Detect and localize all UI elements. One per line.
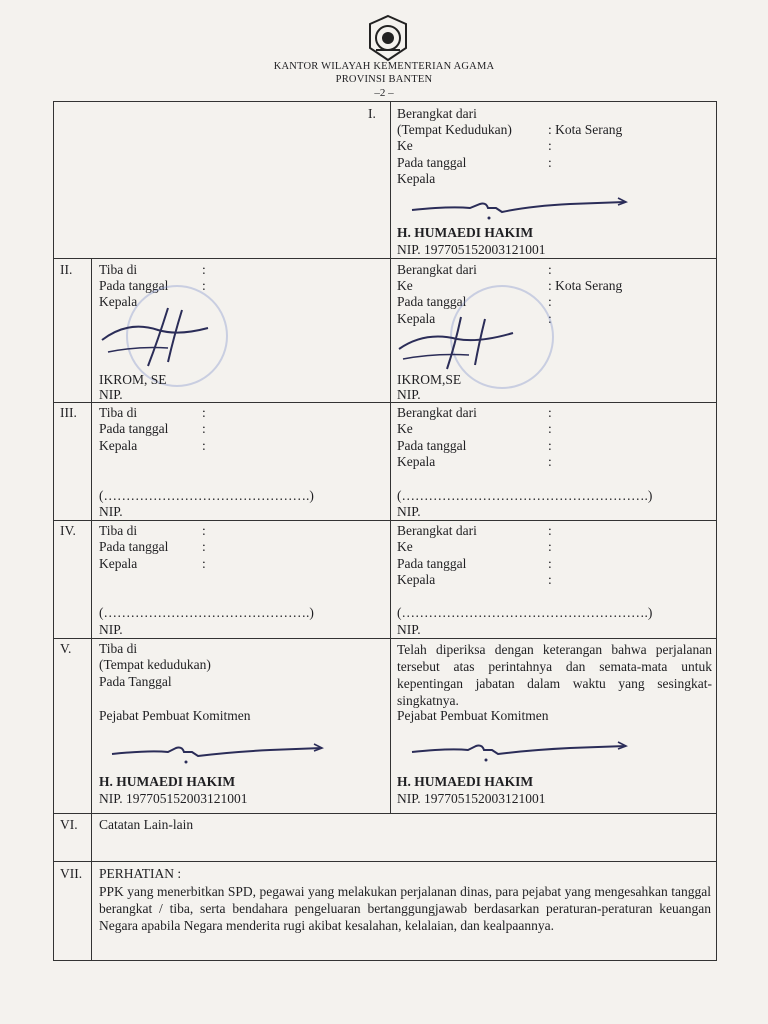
column-divider — [390, 101, 391, 813]
ministry-emblem-icon — [366, 14, 410, 62]
label-tempat-kedudukan: (Tempat Kedudukan) — [397, 122, 512, 137]
page-number: –2 – — [374, 87, 394, 99]
label-pada-tanggal: Pada tanggal — [397, 294, 467, 309]
row-divider — [53, 258, 717, 259]
label-ke: Ke — [397, 138, 413, 153]
label-tiba-di: Tiba di — [99, 262, 138, 277]
label-tiba-di: Tiba di — [99, 405, 138, 420]
label-catatan: Catatan Lain-lain — [99, 817, 194, 832]
signatory-nip: NIP. — [397, 387, 421, 402]
signatory-nip: NIP. — [99, 387, 123, 402]
column-divider — [716, 813, 717, 961]
label-kepala: Kepala — [99, 438, 138, 453]
label-pada-tanggal: Pada tanggal — [397, 556, 467, 571]
colon: : — [202, 405, 206, 420]
colon: : — [548, 572, 552, 587]
signatory-nip: NIP. — [397, 504, 421, 519]
row-number: V. — [60, 641, 72, 656]
colon: : — [202, 438, 206, 453]
colon: : — [202, 278, 206, 293]
row-number: VI. — [60, 817, 78, 832]
signature-placeholder: (……………………………………….) — [99, 605, 314, 620]
colon: : — [202, 421, 206, 436]
colon: : — [548, 523, 552, 538]
label-kepala: Kepala — [99, 556, 138, 571]
row-number: I. — [368, 106, 376, 121]
signature-icon — [410, 738, 635, 768]
row-number: III. — [60, 405, 77, 420]
colon: : — [548, 294, 552, 309]
perhatian-text: PPK yang menerbitkan SPD, pegawai yang melakukan perjalanan dinas, para pejabat yang mengesahkan tanggal berangkat / tiba, serta bendahara pengeluaran bertanggungjawab berdasarkan peraturan-peraturan keuangan Negara apabila Negara menderita rugi akibat kesalahan, kelalaian, dan kealpaannya. — [99, 884, 711, 933]
colon: : — [548, 155, 552, 170]
colon: : — [548, 138, 552, 153]
label-kepala: Kepala — [397, 572, 436, 587]
colon: : — [202, 539, 206, 554]
colon: : — [548, 438, 552, 453]
label-berangkat-dari: Berangkat dari — [397, 106, 477, 121]
label-pejabat: Pejabat Pembuat Komitmen — [99, 708, 251, 723]
label-pada-tanggal: Pada tanggal — [99, 539, 169, 554]
label-tempat-kedudukan: (Tempat kedudukan) — [99, 657, 211, 672]
label-perhatian: PERHATIAN : — [99, 866, 182, 881]
label-pada-tanggal: Pada Tanggal — [99, 674, 172, 689]
signature-placeholder: (……………………………………………….) — [397, 605, 653, 620]
signatory-name: H. HUMAEDI HAKIM — [397, 774, 534, 789]
label-ke: Ke — [397, 539, 413, 554]
row-number: VII. — [60, 866, 83, 881]
signature-icon — [410, 192, 630, 222]
colon: : — [548, 556, 552, 571]
label-kepala: Kepala — [397, 311, 436, 326]
signature-icon — [110, 740, 330, 770]
row-divider — [53, 520, 717, 521]
colon: : — [202, 556, 206, 571]
label-ke: Ke — [397, 421, 413, 436]
colon: : — [548, 539, 552, 554]
signatory-nip: NIP. 197705152003121001 — [397, 242, 546, 257]
signature-placeholder: (……………………………………….) — [99, 488, 314, 503]
colon: : — [548, 262, 552, 277]
label-pada-tanggal: Pada tanggal — [99, 421, 169, 436]
value-kota-serang: : Kota Serang — [548, 122, 623, 137]
label-kepala: Kepala — [99, 294, 138, 309]
colon: : — [548, 454, 552, 469]
signatory-name: H. HUMAEDI HAKIM — [99, 774, 236, 789]
label-pada-tanggal: Pada tanggal — [397, 438, 467, 453]
colon: : — [202, 523, 206, 538]
label-berangkat-dari: Berangkat dari — [397, 523, 477, 538]
label-pada-tanggal: Pada tanggal — [397, 155, 467, 170]
colon: : — [548, 421, 552, 436]
signatory-nip: NIP. — [397, 622, 421, 637]
signature-icon — [98, 300, 218, 370]
label-ke: Ke — [397, 278, 413, 293]
row-number: IV. — [60, 523, 76, 538]
signatory-nip: NIP. 197705152003121001 — [99, 791, 248, 806]
label-pejabat: Pejabat Pembuat Komitmen — [397, 708, 549, 723]
label-kepala: Kepala — [397, 171, 436, 186]
colon: : — [548, 311, 552, 326]
signatory-name: IKROM,SE — [397, 372, 462, 387]
office-name: KANTOR WILAYAH KEMENTERIAN AGAMA — [273, 61, 495, 72]
colon: : — [202, 262, 206, 277]
row-divider — [53, 402, 717, 403]
colon: : — [548, 405, 552, 420]
label-kepala: Kepala — [397, 454, 436, 469]
row-divider — [53, 638, 717, 639]
signatory-nip: NIP. 197705152003121001 — [397, 791, 546, 806]
verification-statement: Telah diperiksa dengan keterangan bahwa perjalanan tersebut atas perintahnya dan semata-mata untuk kepentingan jabatan dalam waktu yang sesingkat-singkatnya. — [397, 642, 712, 708]
signatory-name: IKROM, SE — [99, 372, 167, 387]
label-tiba-di: Tiba di — [99, 523, 138, 538]
signatory-nip: NIP. — [99, 504, 123, 519]
signatory-nip: NIP. — [99, 622, 123, 637]
label-berangkat-dari: Berangkat dari — [397, 262, 477, 277]
row-divider — [53, 813, 717, 814]
label-pada-tanggal: Pada tanggal — [99, 278, 169, 293]
row-number: II. — [60, 262, 73, 277]
signatory-name: H. HUMAEDI HAKIM — [397, 225, 534, 240]
column-divider — [91, 258, 92, 961]
value-kota-serang: : Kota Serang — [548, 278, 623, 293]
label-tiba-di: Tiba di — [99, 641, 138, 656]
signature-icon — [395, 305, 525, 375]
province-name: PROVINSI BANTEN — [335, 74, 433, 85]
row-divider — [53, 861, 717, 862]
label-berangkat-dari: Berangkat dari — [397, 405, 477, 420]
signature-placeholder: (……………………………………………….) — [397, 488, 653, 503]
